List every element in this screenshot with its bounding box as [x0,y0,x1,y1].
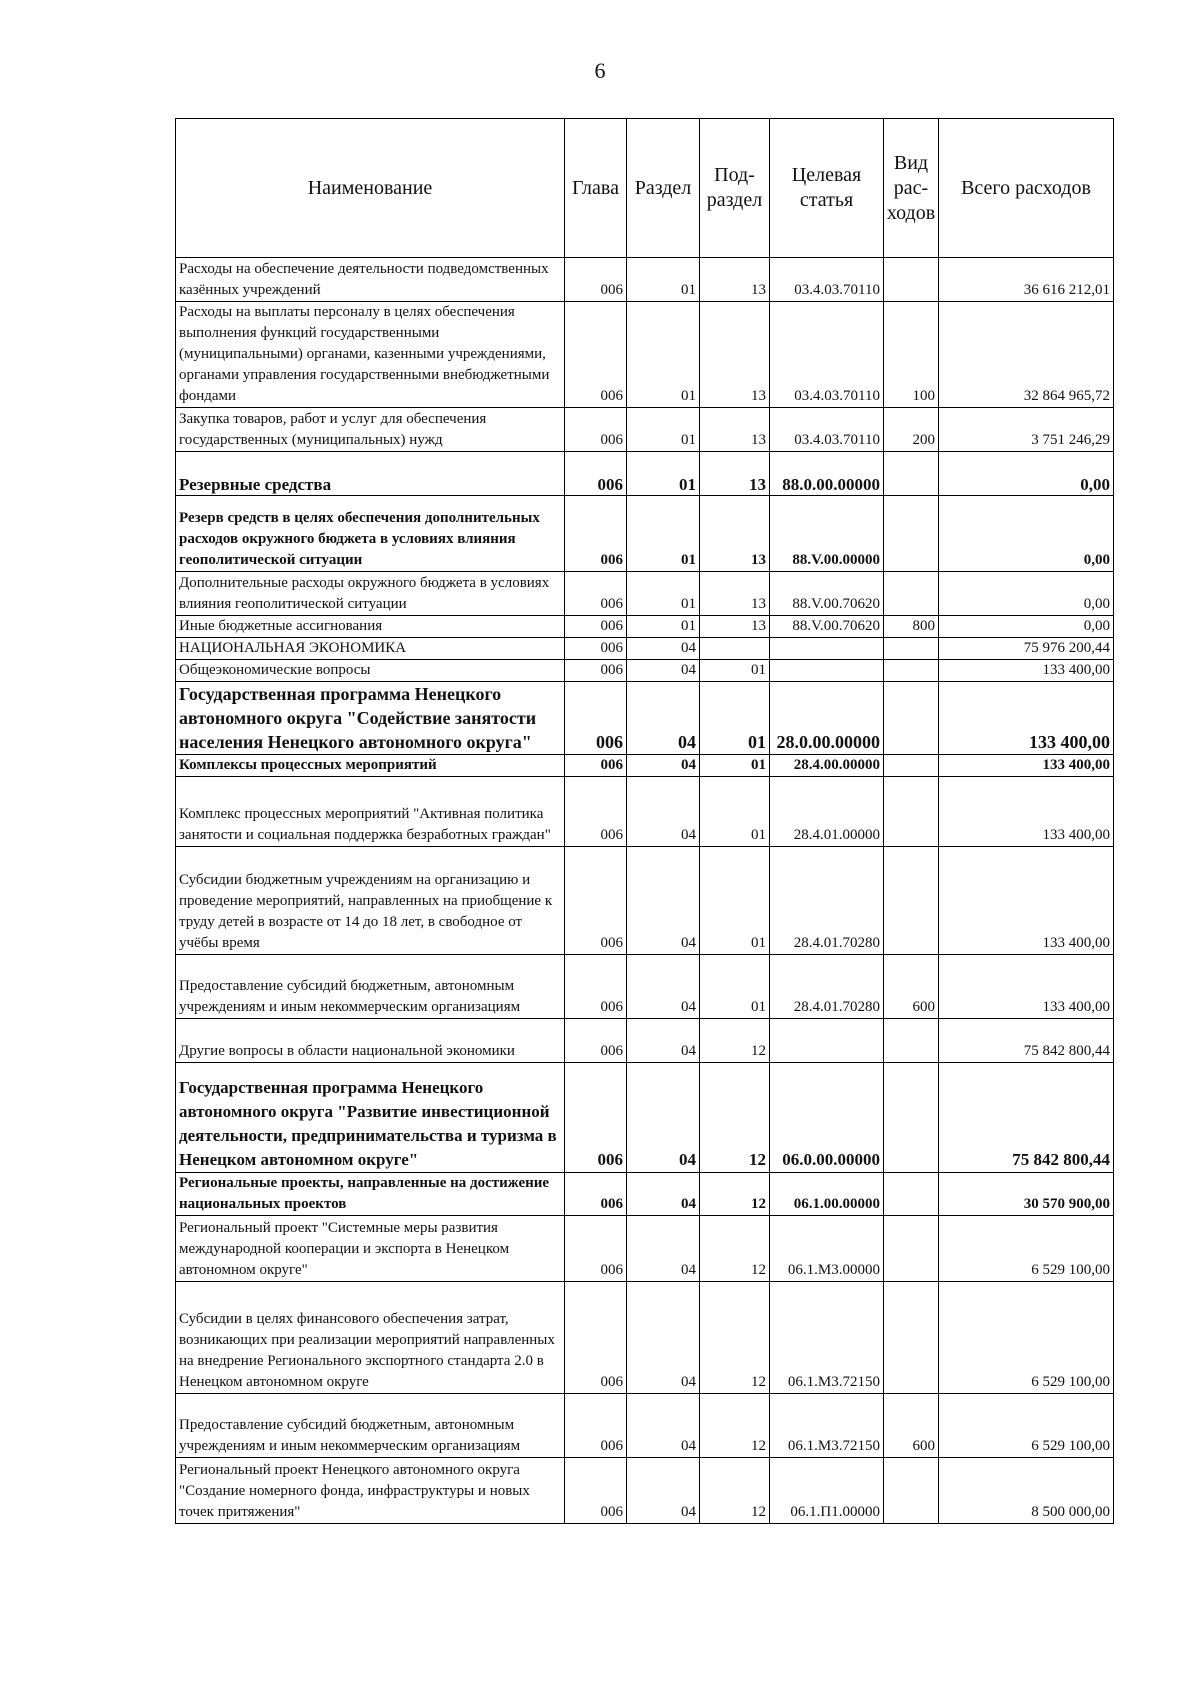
cell-name: Другие вопросы в области национальной экономики [176,1019,565,1063]
cell-podrazdel: 01 [700,755,770,777]
cell-razdel: 01 [627,572,700,616]
cell-statya: 03.4.03.70110 [770,302,884,408]
cell-total: 133 400,00 [939,682,1114,755]
table-row [176,682,1114,755]
cell-total: 0,00 [939,452,1114,496]
cell-razdel: 01 [627,452,700,496]
cell-glava: 006 [565,258,627,302]
table-row [176,660,1114,682]
table-row [176,616,1114,638]
cell-podrazdel: 01 [700,682,770,755]
table-row [176,638,1114,660]
table-row [176,258,1114,302]
cell-vid: 100 [884,302,939,408]
cell-glava: 006 [565,616,627,638]
cell-total: 75 842 800,44 [939,1063,1114,1173]
cell-vid: 800 [884,616,939,638]
cell-name: Расходы на выплаты персоналу в целях обеспечения выполнения функций государственными (муниципальными) органами, казенными учреждениями, органами управления государственными внебюджетными фондами [176,302,565,408]
cell-razdel: 04 [627,660,700,682]
cell-statya: 06.1.М3.72150 [770,1282,884,1394]
cell-statya [770,660,884,682]
cell-razdel: 04 [627,755,700,777]
table-header-row [176,119,1114,258]
cell-total: 3 751 246,29 [939,408,1114,452]
table-row [176,1063,1114,1173]
cell-total: 8 500 000,00 [939,1458,1114,1524]
cell-name: Расходы на обеспечение деятельности подведомственных казённых учреждений [176,258,565,302]
cell-glava: 006 [565,452,627,496]
cell-glava: 006 [565,755,627,777]
cell-razdel: 04 [627,955,700,1019]
cell-vid [884,682,939,755]
cell-statya: 28.4.01.70280 [770,955,884,1019]
table-row [176,1458,1114,1524]
cell-total: 75 976 200,44 [939,638,1114,660]
cell-statya: 03.4.03.70110 [770,258,884,302]
cell-podrazdel: 13 [700,572,770,616]
cell-statya: 06.1.М3.72150 [770,1394,884,1458]
cell-podrazdel [700,638,770,660]
cell-total: 0,00 [939,496,1114,572]
cell-glava: 006 [565,408,627,452]
cell-vid [884,1282,939,1394]
cell-statya: 88.V.00.70620 [770,572,884,616]
cell-glava: 006 [565,1282,627,1394]
cell-total: 75 842 800,44 [939,1019,1114,1063]
cell-podrazdel: 13 [700,408,770,452]
cell-total: 133 400,00 [939,955,1114,1019]
cell-statya: 28.0.00.00000 [770,682,884,755]
cell-podrazdel: 13 [700,302,770,408]
cell-name: Резерв средств в целях обеспечения дополнительных расходов окружного бюджета в условиях влияния геополитической ситуации [176,496,565,572]
cell-name: Резервные средства [176,452,565,496]
cell-podrazdel: 13 [700,452,770,496]
cell-razdel: 04 [627,1394,700,1458]
cell-name: Субсидии в целях финансового обеспечения затрат, возникающих при реализации мероприятий направленных на внедрение Регионального экспортного стандарта 2.0 в Ненецком автономном округе [176,1282,565,1394]
cell-name: Региональные проекты, направленные на достижение национальных проектов [176,1173,565,1216]
cell-razdel: 01 [627,616,700,638]
cell-razdel: 04 [627,1063,700,1173]
cell-total: 133 400,00 [939,777,1114,847]
cell-vid: 200 [884,408,939,452]
cell-razdel: 04 [627,1019,700,1063]
cell-razdel: 01 [627,408,700,452]
table-row [176,1216,1114,1282]
cell-total: 6 529 100,00 [939,1394,1114,1458]
cell-statya: 06.1.00.00000 [770,1173,884,1216]
table-row [176,847,1114,955]
cell-razdel: 01 [627,496,700,572]
cell-name: Государственная программа Ненецкого автономного округа "Содействие занятости населения Ненецкого автономного округа" [176,682,565,755]
cell-podrazdel: 01 [700,847,770,955]
cell-name: Закупка товаров, работ и услуг для обеспечения государственных (муниципальных) нужд [176,408,565,452]
cell-razdel: 04 [627,1458,700,1524]
cell-podrazdel: 13 [700,258,770,302]
cell-glava: 006 [565,572,627,616]
cell-glava: 006 [565,1173,627,1216]
cell-vid [884,777,939,847]
cell-glava: 006 [565,496,627,572]
cell-name: Общеэкономические вопросы [176,660,565,682]
cell-podrazdel: 01 [700,955,770,1019]
cell-razdel: 04 [627,847,700,955]
col-header-glava: Глава [565,119,627,258]
cell-name: Дополнительные расходы окружного бюджета в условиях влияния геополитической ситуации [176,572,565,616]
table-row [176,302,1114,408]
cell-total: 6 529 100,00 [939,1282,1114,1394]
table-row [176,408,1114,452]
cell-statya: 88.V.00.00000 [770,496,884,572]
table-row [176,777,1114,847]
cell-glava: 006 [565,660,627,682]
col-header-podrazdel: Под- раздел [700,119,770,258]
cell-razdel: 04 [627,682,700,755]
page-number: 6 [594,58,606,83]
cell-vid: 600 [884,1394,939,1458]
cell-podrazdel: 12 [700,1458,770,1524]
cell-statya [770,1019,884,1063]
col-header-total: Всего расходов [939,119,1114,258]
cell-razdel: 04 [627,777,700,847]
cell-name: Субсидии бюджетным учреждениям на организацию и проведение мероприятий, направленных на приобщение к труду детей в возрасте от 14 до 18 лет, в свободное от учёбы время [176,847,565,955]
cell-podrazdel: 13 [700,496,770,572]
cell-total: 133 400,00 [939,755,1114,777]
cell-podrazdel: 12 [700,1019,770,1063]
cell-name: Предоставление субсидий бюджетным, автономным учреждениям и иным некоммерческим организациям [176,1394,565,1458]
cell-statya: 88.V.00.70620 [770,616,884,638]
table-row [176,1282,1114,1394]
col-header-name: Наименование [176,119,565,258]
cell-total: 32 864 965,72 [939,302,1114,408]
cell-podrazdel: 12 [700,1216,770,1282]
cell-glava: 006 [565,1019,627,1063]
cell-razdel: 04 [627,1282,700,1394]
cell-name: Государственная программа Ненецкого автономного округа "Развитие инвестиционной деятельности, предпринимательства и туризма в Ненецком автономном округе" [176,1063,565,1173]
table-row [176,955,1114,1019]
cell-vid [884,1019,939,1063]
cell-vid [884,1216,939,1282]
cell-vid [884,572,939,616]
cell-statya [770,638,884,660]
col-header-razdel: Раздел [627,119,700,258]
cell-podrazdel: 12 [700,1282,770,1394]
cell-statya: 06.1.М3.00000 [770,1216,884,1282]
cell-vid [884,1173,939,1216]
cell-glava: 006 [565,1458,627,1524]
cell-glava: 006 [565,1063,627,1173]
cell-total: 6 529 100,00 [939,1216,1114,1282]
cell-glava: 006 [565,1216,627,1282]
cell-vid: 600 [884,955,939,1019]
cell-vid [884,1063,939,1173]
cell-razdel: 04 [627,1173,700,1216]
cell-statya: 06.1.П1.00000 [770,1458,884,1524]
cell-glava: 006 [565,777,627,847]
col-header-vid: Вид рас- ходов [884,119,939,258]
cell-statya: 06.0.00.00000 [770,1063,884,1173]
budget-table [175,118,1114,1524]
cell-razdel: 04 [627,1216,700,1282]
cell-name: Комплекс процессных мероприятий "Активная политика занятости и социальная поддержка безработных граждан" [176,777,565,847]
cell-podrazdel: 01 [700,660,770,682]
cell-podrazdel: 12 [700,1173,770,1216]
cell-statya: 88.0.00.00000 [770,452,884,496]
cell-total: 0,00 [939,572,1114,616]
table-row [176,1394,1114,1458]
cell-vid [884,496,939,572]
cell-glava: 006 [565,682,627,755]
cell-podrazdel: 12 [700,1394,770,1458]
cell-glava: 006 [565,847,627,955]
cell-vid [884,755,939,777]
cell-glava: 006 [565,302,627,408]
cell-glava: 006 [565,955,627,1019]
cell-glava: 006 [565,638,627,660]
cell-name: Региональный проект Ненецкого автономного округа "Создание номерного фонда, инфраструктуры и новых точек притяжения" [176,1458,565,1524]
cell-vid [884,452,939,496]
cell-statya: 28.4.00.00000 [770,755,884,777]
cell-podrazdel: 13 [700,616,770,638]
col-header-statya: Целевая статья [770,119,884,258]
cell-podrazdel: 01 [700,777,770,847]
cell-name: Предоставление субсидий бюджетным, автономным учреждениям и иным некоммерческим организациям [176,955,565,1019]
cell-statya: 03.4.03.70110 [770,408,884,452]
cell-statya: 28.4.01.70280 [770,847,884,955]
table-row [176,1019,1114,1063]
cell-name: НАЦИОНАЛЬНАЯ ЭКОНОМИКА [176,638,565,660]
table-row [176,572,1114,616]
cell-name: Иные бюджетные ассигнования [176,616,565,638]
cell-razdel: 01 [627,302,700,408]
cell-vid [884,258,939,302]
cell-vid [884,1458,939,1524]
cell-total: 133 400,00 [939,847,1114,955]
table-row [176,496,1114,572]
cell-total: 0,00 [939,616,1114,638]
cell-razdel: 04 [627,638,700,660]
table-row [176,1173,1114,1216]
cell-razdel: 01 [627,258,700,302]
cell-glava: 006 [565,1394,627,1458]
table-row [176,452,1114,496]
cell-vid [884,660,939,682]
cell-total: 133 400,00 [939,660,1114,682]
cell-vid [884,847,939,955]
table-row [176,755,1114,777]
cell-name: Региональный проект "Системные меры развития международной кооперации и экспорта в Ненецком автономном округе" [176,1216,565,1282]
cell-vid [884,638,939,660]
cell-total: 36 616 212,01 [939,258,1114,302]
cell-podrazdel: 12 [700,1063,770,1173]
cell-statya: 28.4.01.00000 [770,777,884,847]
cell-name: Комплексы процессных мероприятий [176,755,565,777]
cell-total: 30 570 900,00 [939,1173,1114,1216]
